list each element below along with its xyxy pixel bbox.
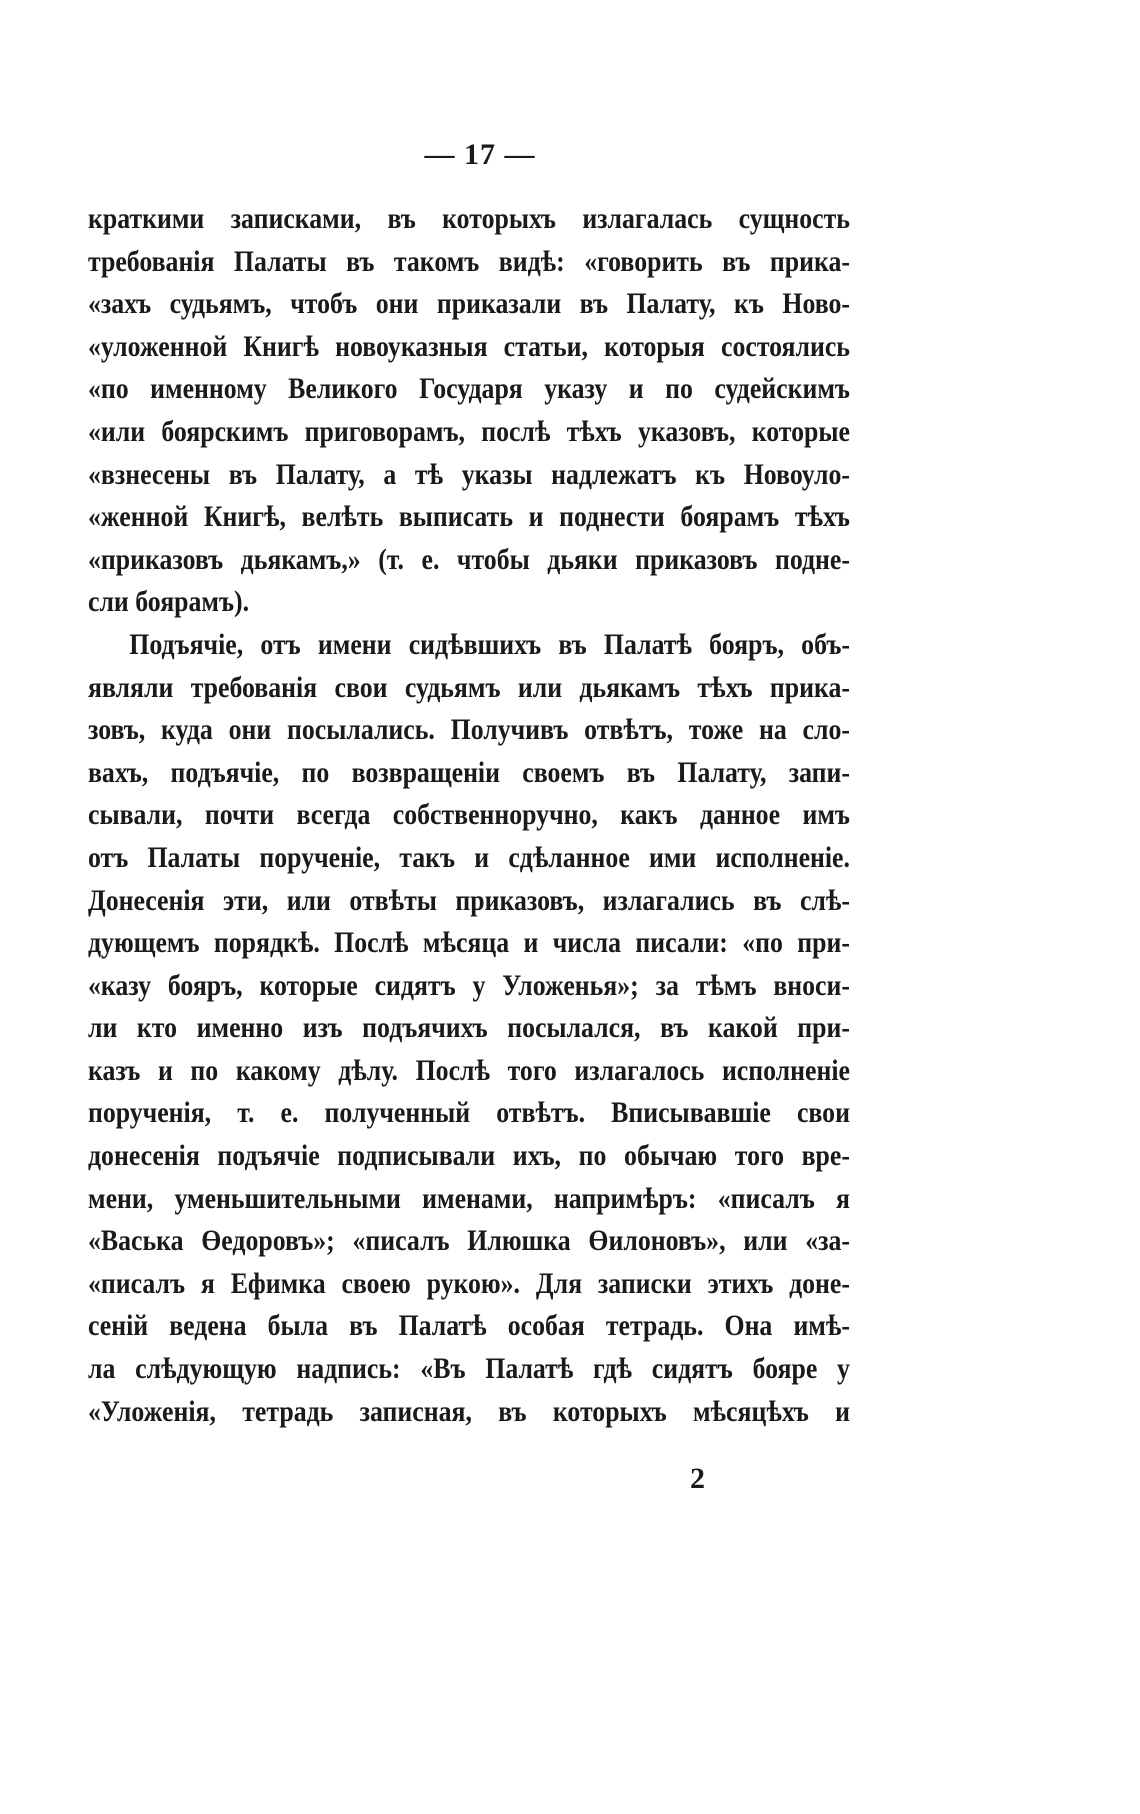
text-line: краткими записками, въ которыхъ излагалась сущность (88, 202, 850, 235)
paragraph-start-line: Подъячіе, отъ имени сидѣвшихъ въ Палатѣ бояръ, объ- (129, 627, 850, 661)
text-line: являли требованія свои судьямъ или дьякамъ тѣхъ прика- (88, 670, 850, 704)
text-line: «уложенной Книгѣ новоуказныя статьи, которыя состоялись (88, 329, 850, 363)
body-text (88, 198, 850, 1433)
text-line: «Васька Өедоровъ»; «писалъ Илюшка Өилоновъ», или «за- (88, 1224, 850, 1258)
text-line: Донесенія эти, или отвѣты приказовъ, излагались въ слѣ- (88, 883, 850, 917)
text-line: порученія, т. е. полученный отвѣтъ. Вписывавшіе свои (88, 1096, 850, 1130)
text-line: «Уложенія, тетрадь записная, въ которыхъ мѣсяцѣхъ и (88, 1394, 850, 1428)
text-line: «захъ судьямъ, чтобъ они приказали въ Палату, къ Ново- (88, 287, 850, 321)
text-line: «взнесены въ Палату, а тѣ указы надлежатъ къ Новоуло- (88, 457, 850, 491)
text-line: «по именному Великого Государя указу и по судейскимъ (88, 372, 850, 406)
text-line: зовъ, куда они посылались. Получивъ отвѣтъ, тоже на сло- (88, 713, 850, 747)
text-line: «казу бояръ, которые сидятъ у Уложенья»; за тѣмъ вноси- (88, 968, 850, 1002)
text-line: сеній ведена была въ Палатѣ особая тетрадь. Она имѣ- (88, 1309, 850, 1343)
text-line: ла слѣдующую надпись: «Въ Палатѣ гдѣ сидятъ бояре у (88, 1352, 850, 1386)
signature-mark: 2 (690, 1462, 705, 1495)
page-number: — 17 — (424, 138, 536, 171)
text-line: отъ Палаты порученіе, такъ и сдѣланное ими исполненіе. (88, 840, 850, 874)
text-line: казъ и по какому дѣлу. Послѣ того излагалось исполненіе (88, 1053, 850, 1087)
text-line: мени, уменьшительными именами, напримѣръ: «писалъ я (88, 1181, 850, 1215)
text-line: сли боярамъ). (88, 585, 250, 619)
text-line: «писалъ я Ефимка своею рукою». Для записки этихъ доне- (88, 1266, 850, 1300)
text-line: вахъ, подъячіе, по возвращеніи своемъ въ Палату, запи- (88, 755, 850, 789)
text-line: требованія Палаты въ такомъ видѣ: «говорить въ прика- (88, 244, 850, 278)
text-line: донесенія подъячіе подписывали ихъ, по обычаю того вре- (88, 1139, 850, 1173)
text-line: «приказовъ дьякамъ,» (т. е. чтобы дьяки приказовъ подне- (88, 542, 850, 576)
text-line: «женной Книгѣ, велѣть выписать и поднести боярамъ тѣхъ (88, 500, 850, 534)
text-line: сывали, почти всегда собственноручно, какъ данное имъ (88, 798, 850, 832)
text-line: дующемъ порядкѣ. Послѣ мѣсяца и числа писали: «по при- (88, 926, 850, 960)
text-line: ли кто именно изъ подъячихъ посылался, въ какой при- (88, 1011, 850, 1045)
text-line: «или боярскимъ приговорамъ, послѣ тѣхъ указовъ, которые (88, 414, 850, 448)
